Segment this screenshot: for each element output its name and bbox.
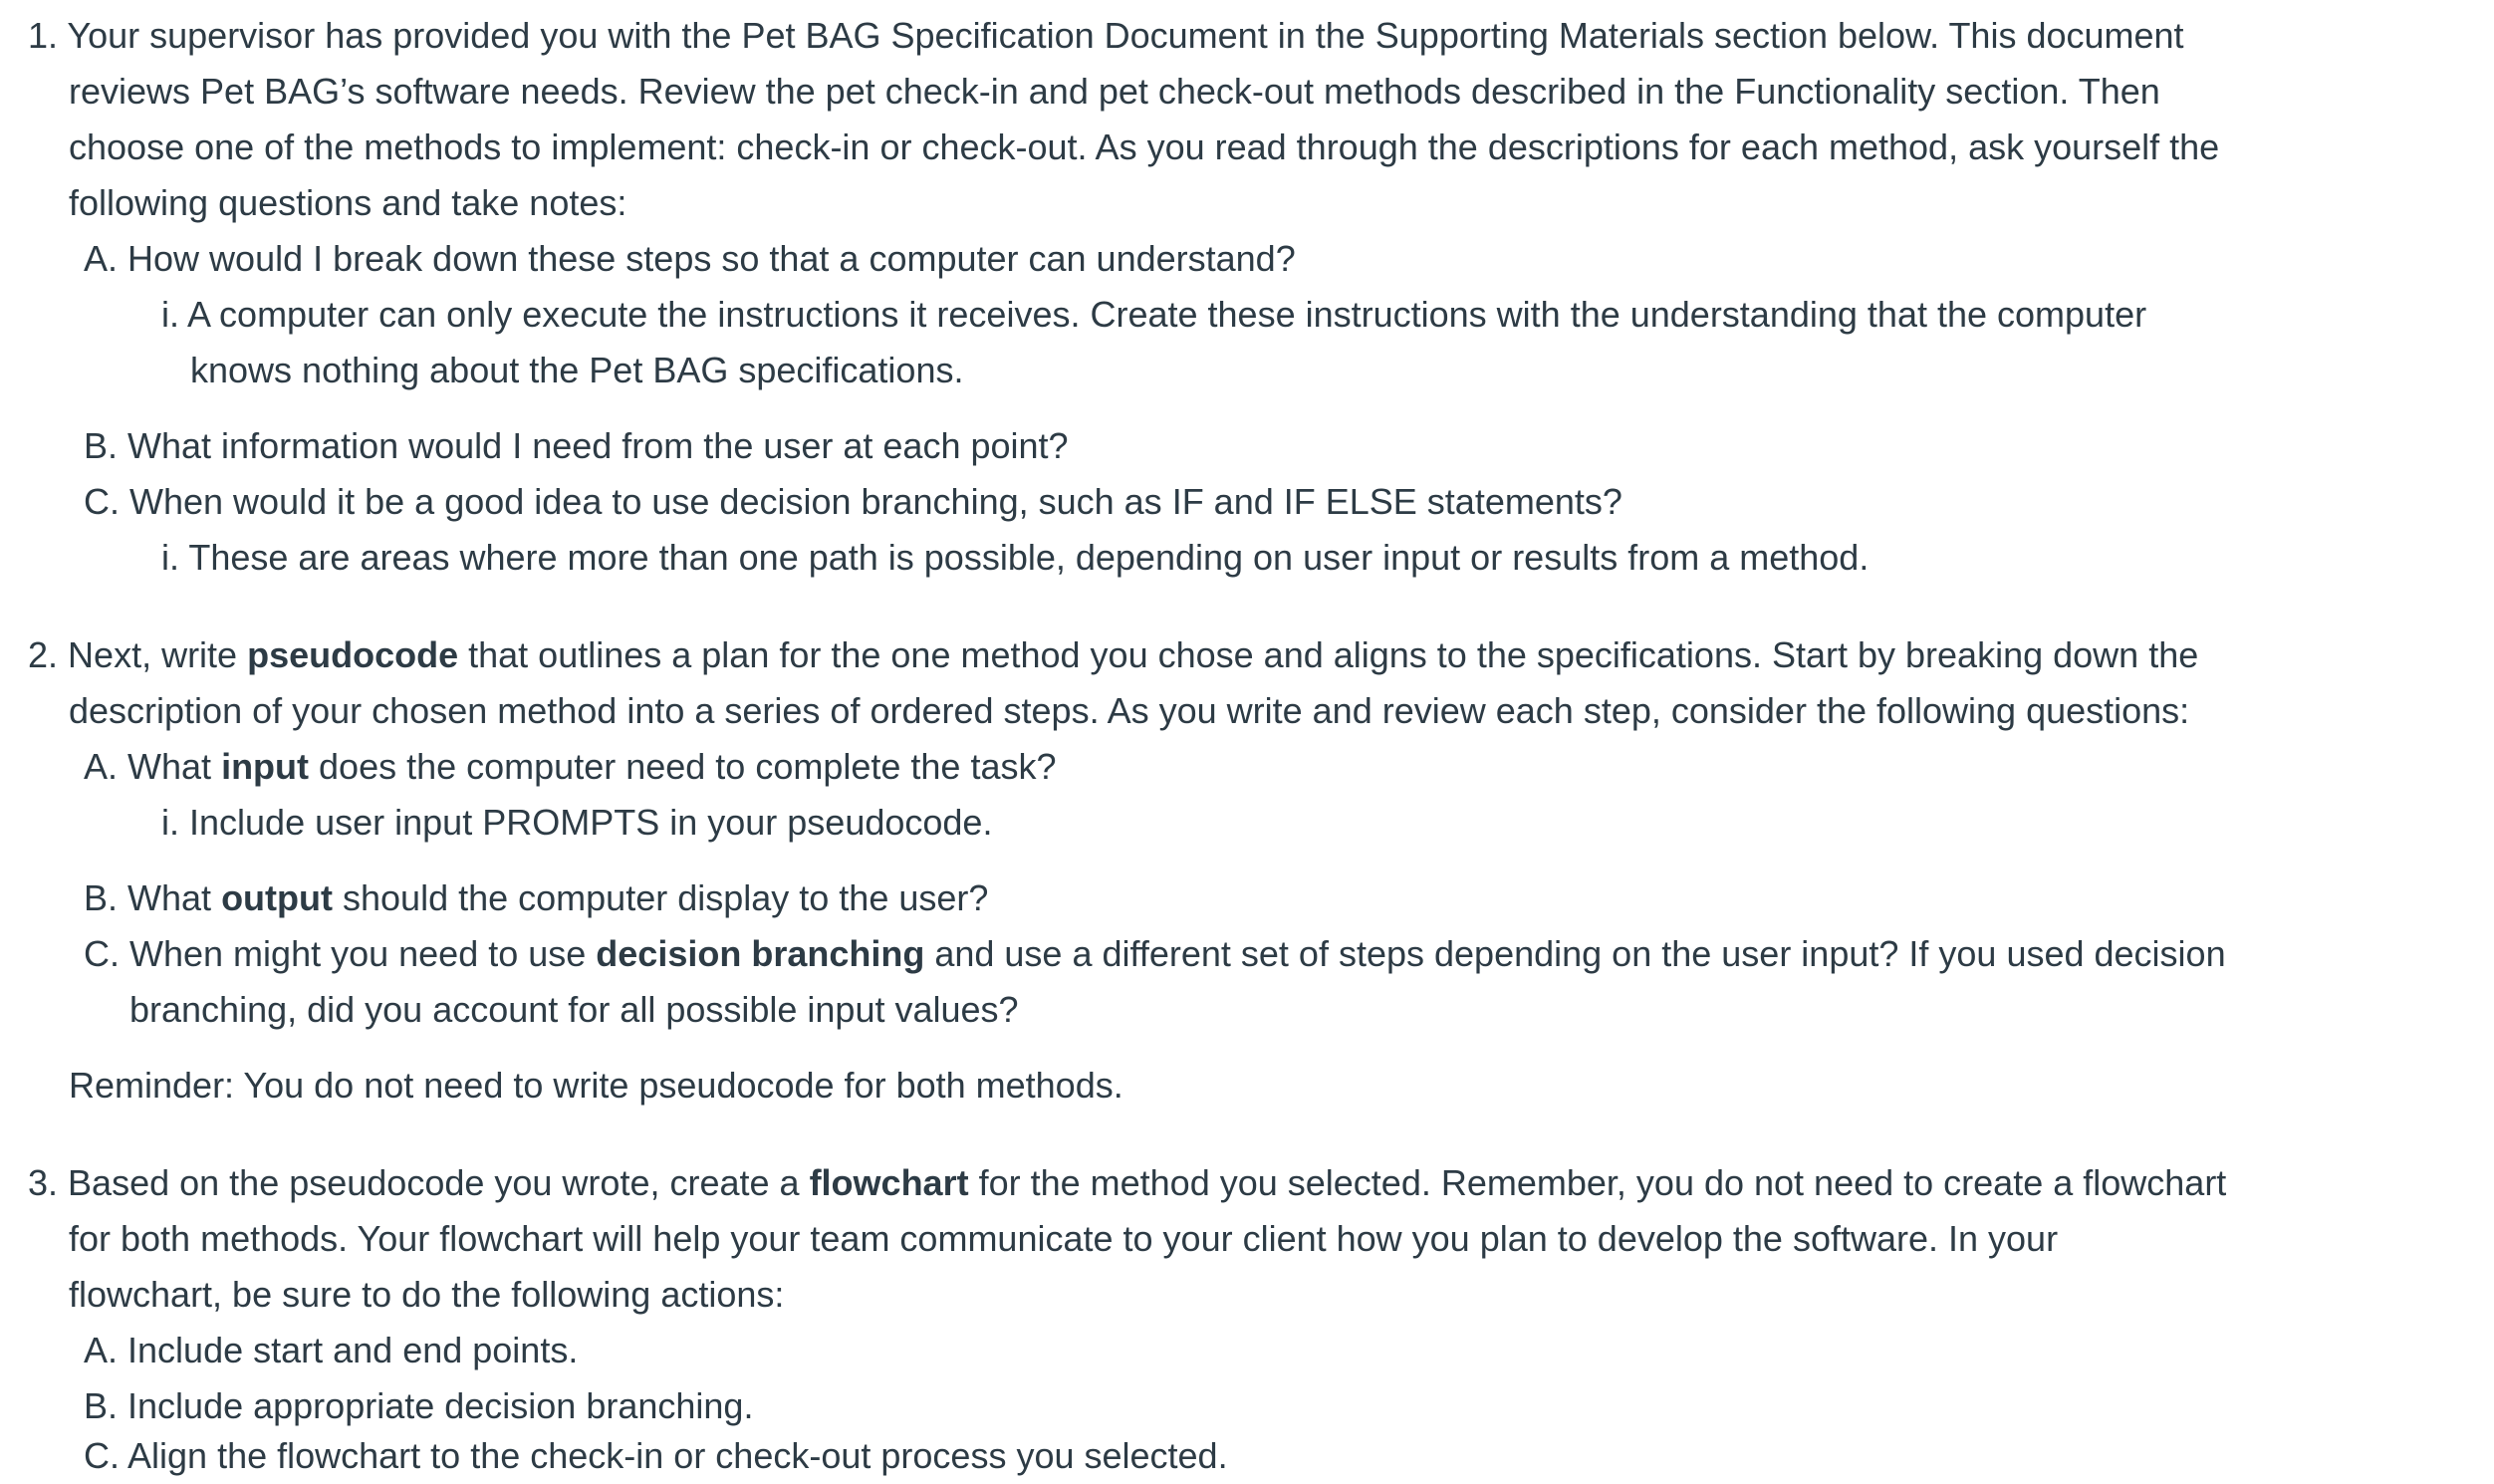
item-2-text-bold: pseudocode [247, 634, 459, 675]
item-2-sub-c-marker: C. [84, 933, 120, 974]
item-2-sub-b [84, 870, 988, 926]
item-2-sub-a [84, 739, 1057, 795]
item-2-sub-c-pre: When might you need to use [129, 933, 597, 974]
item-2-sub-b-pre: What [127, 877, 222, 918]
item-3-text-line-2: for both methods. Your flowchart will help your team communicate to your client how you plan to develop the software. In your [69, 1218, 2059, 1259]
item-2-sub-a-post: does the computer need to complete the task? [309, 746, 1057, 787]
item-1-sub-a-text: How would I break down these steps so that a computer can understand? [127, 238, 1296, 279]
item-2-sub-a-i-text: Include user input PROMPTS in your pseudocode. [189, 802, 993, 843]
item-2-text-pre: Next, write [68, 634, 248, 675]
item-3-sub-b-text: Include appropriate decision branching. [127, 1385, 754, 1426]
item-2-sub-c [84, 926, 2226, 982]
item-1-sub-a-marker: A. [84, 238, 119, 279]
item-2-sub-c-post: and use a different set of steps depending on the user input? If you used decision [924, 933, 2226, 974]
item-2-sub-a-pre: What [127, 746, 222, 787]
item-1-text-line-4: following questions and take notes: [69, 182, 627, 223]
item-1-line-1 [28, 8, 2184, 64]
item-2-sub-b-marker: B. [84, 877, 119, 918]
item-3-text-post: for the method you selected. Remember, you do not need to create a flowchart [968, 1162, 2227, 1203]
item-3-sub-b-marker: B. [84, 1385, 119, 1426]
item-1-sub-b [84, 418, 1069, 474]
item-3-sub-a-text: Include start and end points. [127, 1330, 579, 1370]
item-3-text-bold: flowchart [809, 1162, 969, 1203]
item-1-sub-a-i-text-line-2: knows nothing about the Pet BAG specifications. [190, 350, 964, 390]
item-2-sub-a-bold: input [221, 746, 310, 787]
item-2-sub-a-i [161, 795, 992, 851]
item-1-number: 1. [28, 15, 59, 56]
item-1-sub-c [84, 474, 1622, 530]
item-2-sub-b-post: should the computer display to the user? [333, 877, 989, 918]
item-1-text-line-2: reviews Pet BAG’s software needs. Review the pet check-in and pet check-out methods described in the Functionality section. Then [69, 71, 2160, 112]
item-1-sub-a [84, 231, 1296, 287]
item-1-text-line-1: Your supervisor has provided you with the Pet BAG Specification Document in the Supporting Materials section below. This document [67, 15, 2184, 56]
item-1-sub-c-i-text: These are areas where more than one path is possible, depending on user input or results from a method. [188, 537, 1870, 578]
item-2-number: 2. [28, 634, 59, 675]
item-3-number: 3. [28, 1162, 59, 1203]
item-2-sub-a-i-marker: i. [161, 802, 179, 843]
item-2-text-post: that outlines a plan for the one method you chose and aligns to the specifications. Start by breaking down the [458, 634, 2199, 675]
item-1-sub-b-text: What information would I need from the user at each point? [127, 425, 1069, 466]
item-2-reminder: Reminder: You do not need to write pseudocode for both methods. [69, 1065, 1123, 1106]
item-3-sub-b [84, 1378, 753, 1434]
item-2-sub-c-line-2: branching, did you account for all possible input values? [129, 989, 1019, 1030]
item-3-text-pre: Based on the pseudocode you wrote, create a [68, 1162, 810, 1203]
item-2-sub-c-bold: decision branching [596, 933, 925, 974]
item-1-sub-c-text: When would it be a good idea to use decision branching, such as IF and IF ELSE statements? [129, 481, 1622, 522]
item-3-sub-c-text: Align the flowchart to the check-in or check-out process you selected. [127, 1435, 1228, 1476]
item-1-sub-a-i-text-line-1: A computer can only execute the instructions it receives. Create these instructions with the understanding that the computer [187, 294, 2147, 335]
item-1-sub-c-i [161, 530, 1869, 586]
item-2-line-1 [28, 627, 2198, 683]
item-1-sub-c-i-marker: i. [161, 537, 179, 578]
item-1-sub-b-marker: B. [84, 425, 119, 466]
item-3-sub-c [84, 1428, 1228, 1484]
item-1-sub-a-i [161, 287, 2146, 343]
item-3-line-1 [28, 1155, 2226, 1211]
item-1-sub-c-marker: C. [84, 481, 120, 522]
item-1-text-line-3: choose one of the methods to implement: check-in or check-out. As you read through the descriptions for each method, ask yourself the [69, 126, 2220, 167]
item-2-sub-a-marker: A. [84, 746, 119, 787]
item-3-sub-a-marker: A. [84, 1330, 119, 1370]
item-3-sub-c-marker: C. [84, 1435, 120, 1476]
item-2-sub-b-bold: output [221, 877, 333, 918]
item-1-sub-a-i-marker: i. [161, 294, 179, 335]
item-2-text-line-2: description of your chosen method into a series of ordered steps. As you write and review each step, consider the following questions: [69, 690, 2190, 731]
item-3-text-line-3: flowchart, be sure to do the following actions: [69, 1274, 785, 1315]
item-3-sub-a [84, 1323, 578, 1378]
